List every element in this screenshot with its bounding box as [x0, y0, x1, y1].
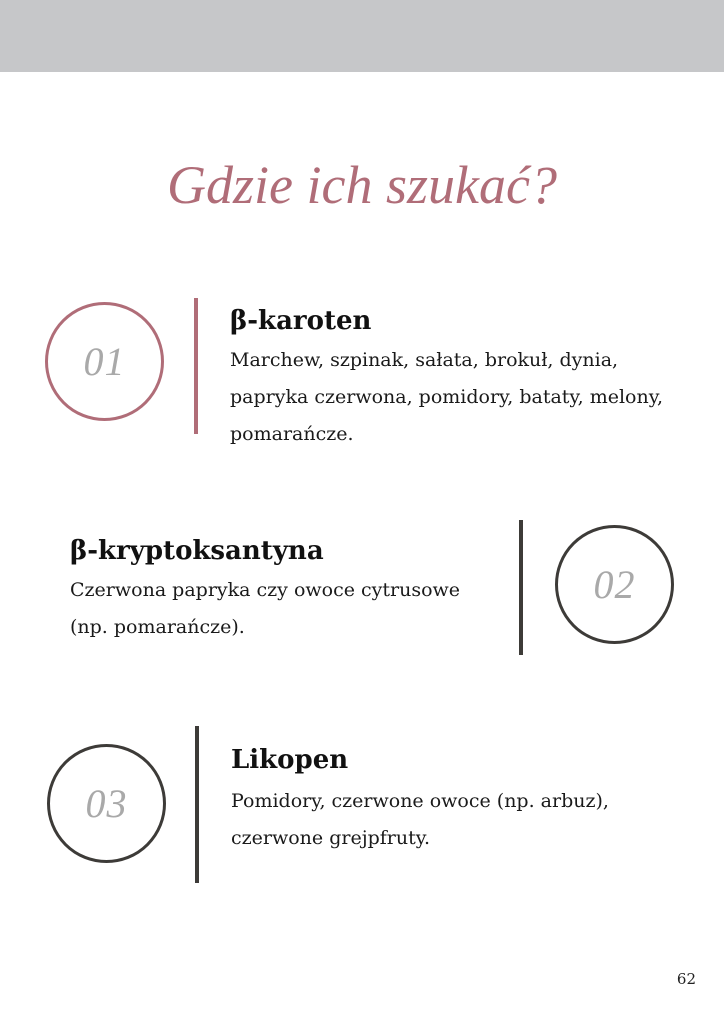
item-text-beta-cryptoxanthin: Czerwona papryka czy owoce cytrusowe (np. pomarańcze). [70, 579, 461, 638]
item-number: 03 [85, 781, 128, 826]
top-banner [0, 0, 724, 72]
item-number: 01 [83, 339, 126, 384]
item-heading-beta-carotene: β-karoten [230, 306, 372, 336]
item-number: 02 [593, 562, 636, 607]
number-circle-03 [47, 744, 166, 863]
divider-line-02 [519, 520, 523, 655]
page-title: Gdzie ich szukać? [167, 155, 557, 215]
divider-line-01 [194, 298, 198, 434]
item-text-lycopene: Pomidory, czerwone owoce (np. arbuz), czerwone grejpfruty. [231, 790, 609, 849]
item-heading-beta-cryptoxanthin: β-kryptoksantyna [70, 536, 324, 566]
item-heading-lycopene: Likopen [231, 745, 349, 775]
page-number: 62 [676, 970, 696, 988]
item-text-beta-carotene: Marchew, szpinak, sałata, brokuł, dynia, papryka czerwona, pomidory, bataty, melony, pomarańcze. [230, 349, 663, 445]
number-circle-01 [45, 302, 164, 421]
divider-line-03 [195, 726, 199, 883]
number-circle-02 [555, 525, 674, 644]
